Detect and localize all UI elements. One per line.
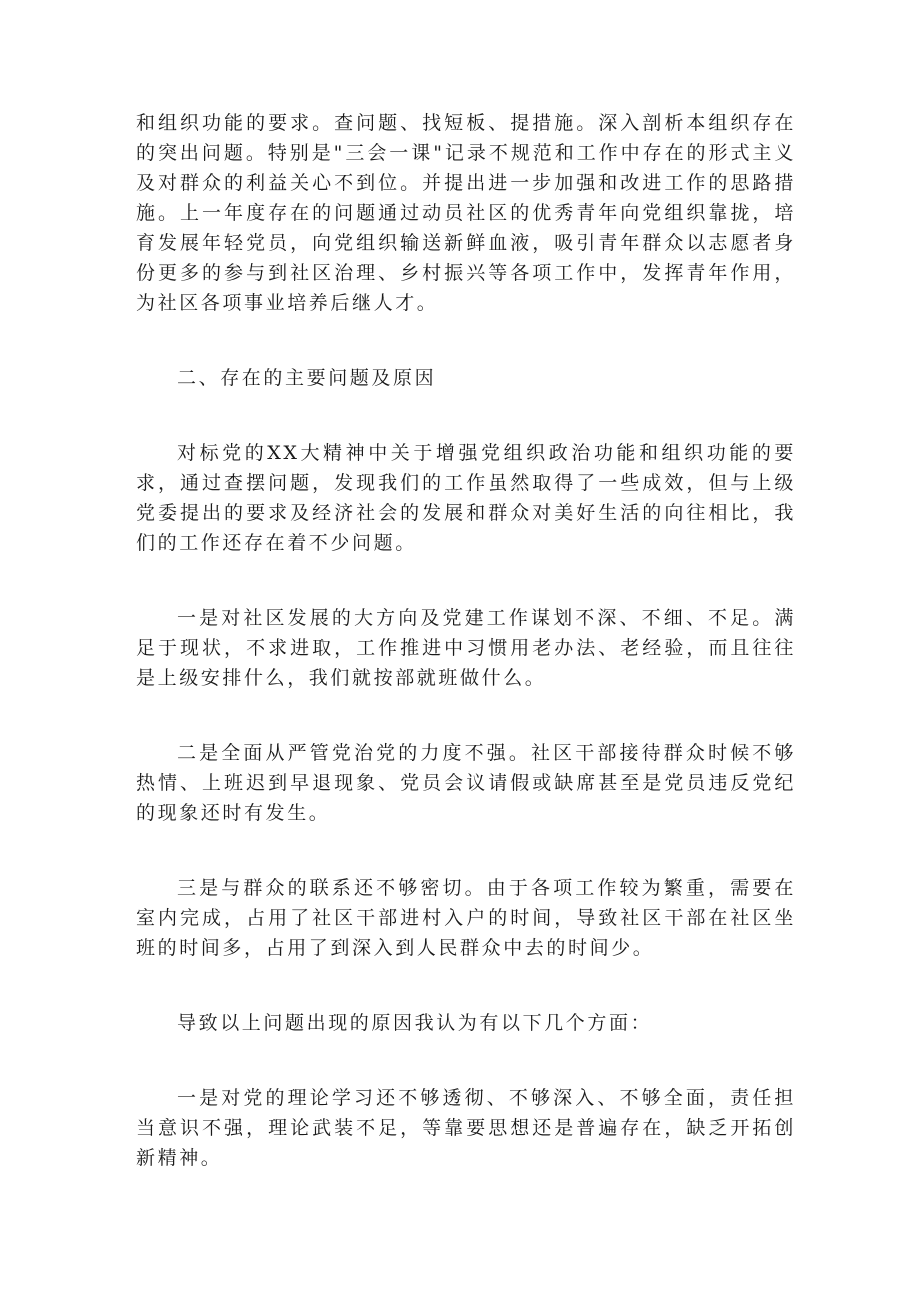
paragraph-gap xyxy=(136,963,796,1008)
paragraph-gap xyxy=(136,318,796,363)
paragraph-problem-2: 二是全面从严管党治党的力度不强。社区干部接待群众时候不够热情、上班迟到早退现象、党员会议请假或缺席甚至是党员违反党纪的现象还时有发生。 xyxy=(136,742,796,824)
paragraph-problem-3: 三是与群众的联系还不够密切。由于各项工作较为繁重，需要在室内完成，占用了社区干部进村入户的时间，导致社区干部在社区坐班的时间多，占用了到深入到人民群众中去的时间少。 xyxy=(136,877,796,959)
paragraph-gap xyxy=(136,828,796,873)
paragraph-problem-1: 一是对社区发展的大方向及党建工作谋划不深、不细、不足。满足于现状，不求进取，工作推进中习惯用老办法、老经验，而且往往是上级安排什么，我们就按部就班做什么。 xyxy=(136,607,796,689)
paragraph-intro: 对标党的XX大精神中关于增强党组织政治功能和组织功能的要求，通过查摆问题，发现我们的工作虽然取得了一些成效，但与上级党委提出的要求及经济社会的发展和群众对美好生活的向往相比，我们的工作还存在着不少问题。 xyxy=(136,442,796,554)
paragraph-gap xyxy=(136,558,796,603)
paragraph-gap xyxy=(136,1038,796,1083)
document-page xyxy=(136,108,796,1173)
paragraph-cause-1: 一是对党的理论学习还不够透彻、不够深入、不够全面，责任担当意识不强，理论武装不足，等靠要思想还是普遍存在，缺乏开拓创新精神。 xyxy=(136,1087,796,1169)
section-heading: 二、存在的主要问题及原因 xyxy=(177,367,437,389)
paragraph-gap xyxy=(136,393,796,438)
paragraph-causes-intro: 导致以上问题出现的原因我认为有以下几个方面： xyxy=(177,1012,653,1034)
paragraph-continuation: 和组织功能的要求。查问题、找短板、提措施。深入剖析本组织存在的突出问题。特别是"三会一课"记录不规范和工作中存在的形式主义及对群众的利益关心不到位。并提出进一步加强和改进工作的思路措施。上一年度存在的问题通过动员社区的优秀青年向党组织靠拢，培育发展年轻党员，向党组织输送新鲜血液，吸引青年群众以志愿者身份更多的参与到社区治理、乡村振兴等各项工作中，发挥青年作用，为社区各项事业培养后继人才。 xyxy=(136,112,796,314)
paragraph-gap xyxy=(136,693,796,738)
